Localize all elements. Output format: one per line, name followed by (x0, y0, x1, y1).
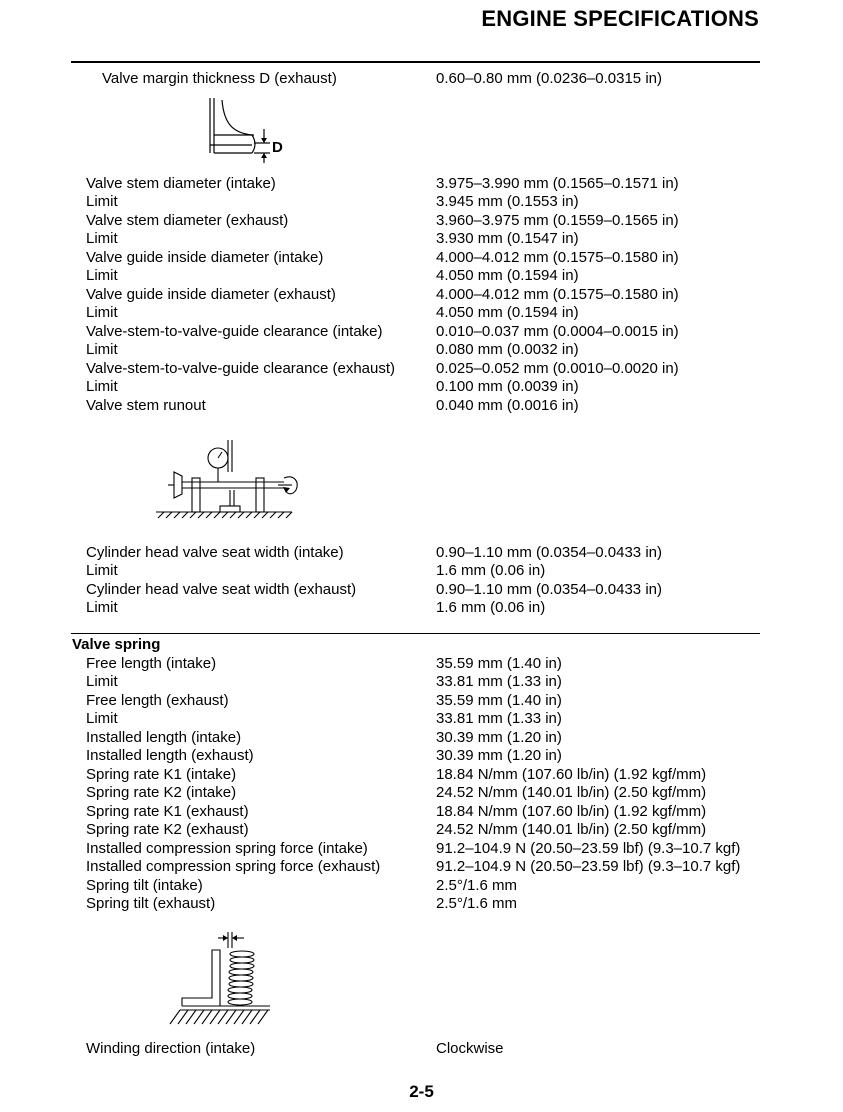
spec-label: Valve-stem-to-valve-guide clearance (intake) (86, 323, 383, 340)
spec-label: Limit (86, 673, 118, 690)
spec-row (0, 599, 843, 617)
spec-value: 4.000–4.012 mm (0.1575–0.1580 in) (436, 249, 679, 266)
spec-row-winding-direction (0, 1040, 843, 1058)
spec-row (0, 267, 843, 285)
spec-row (0, 710, 843, 728)
spec-row (0, 304, 843, 322)
spec-value: 35.59 mm (1.40 in) (436, 655, 562, 672)
section-divider (71, 633, 760, 634)
spec-label: Winding direction (intake) (86, 1040, 256, 1057)
spec-row (0, 673, 843, 691)
spec-row (0, 747, 843, 765)
spec-value: 0.040 mm (0.0016 in) (436, 397, 579, 414)
spec-value: 91.2–104.9 N (20.50–23.59 lbf) (9.3–10.7 kgf) (436, 858, 741, 875)
spec-label: Valve stem diameter (exhaust) (86, 212, 289, 229)
spec-row (0, 212, 843, 230)
spring-tilt-diagram (166, 928, 276, 1028)
spec-value: 3.960–3.975 mm (0.1559–0.1565 in) (436, 212, 679, 229)
spec-label: Spring tilt (exhaust) (86, 895, 216, 912)
spec-row (0, 323, 843, 341)
spec-row (0, 840, 843, 858)
spec-label: Installed compression spring force (exhaust) (86, 858, 381, 875)
spec-value: 3.945 mm (0.1553 in) (436, 193, 579, 210)
spec-value: Clockwise (436, 1040, 504, 1057)
spec-value: 18.84 N/mm (107.60 lb/in) (1.92 kgf/mm) (436, 803, 707, 820)
spec-value: 4.050 mm (0.1594 in) (436, 304, 579, 321)
spec-label: Valve guide inside diameter (exhaust) (86, 286, 336, 303)
spec-label: Limit (86, 599, 118, 616)
spec-row (0, 655, 843, 673)
spec-label: Spring rate K2 (exhaust) (86, 821, 249, 838)
spec-row (0, 581, 843, 599)
spec-value: 2.5°/1.6 mm (436, 895, 518, 912)
spec-row (0, 803, 843, 821)
spec-label: Valve guide inside diameter (intake) (86, 249, 324, 266)
spec-label: Valve stem diameter (intake) (86, 175, 276, 192)
spec-row (0, 784, 843, 802)
spec-row (0, 877, 843, 895)
spec-label: Valve-stem-to-valve-guide clearance (exhaust) (86, 360, 396, 377)
spec-label: Free length (exhaust) (86, 692, 229, 709)
spec-label: Installed compression spring force (intake) (86, 840, 368, 857)
spec-label: Limit (86, 304, 118, 321)
header-rule (71, 61, 760, 63)
spec-value: 35.59 mm (1.40 in) (436, 692, 562, 709)
spec-row (0, 175, 843, 193)
spec-row (0, 821, 843, 839)
spec-label: Valve stem runout (86, 397, 206, 414)
spec-row (0, 397, 843, 415)
spec-row (0, 249, 843, 267)
spec-row-valve-margin (0, 70, 843, 88)
spec-label: Limit (86, 710, 118, 727)
page-title: ENGINE SPECIFICATIONS (481, 6, 759, 31)
diagram-label-d: D (272, 139, 283, 156)
spec-label: Valve margin thickness D (exhaust) (102, 70, 337, 87)
spec-value: 3.930 mm (0.1547 in) (436, 230, 579, 247)
spec-row (0, 895, 843, 913)
spec-value: 0.080 mm (0.0032 in) (436, 341, 579, 358)
spec-value: 4.050 mm (0.1594 in) (436, 267, 579, 284)
spec-label: Limit (86, 341, 118, 358)
spec-value: 33.81 mm (1.33 in) (436, 710, 562, 727)
spec-value: 3.975–3.990 mm (0.1565–0.1571 in) (436, 175, 679, 192)
spec-label: Limit (86, 230, 118, 247)
spec-value: 24.52 N/mm (140.01 lb/in) (2.50 kgf/mm) (436, 821, 707, 838)
spec-value: 0.90–1.10 mm (0.0354–0.0433 in) (436, 544, 662, 561)
spec-row (0, 341, 843, 359)
spec-label: Cylinder head valve seat width (intake) (86, 544, 344, 561)
spec-label: Spring tilt (intake) (86, 877, 203, 894)
valve-runout-diagram (152, 432, 312, 524)
spec-row (0, 360, 843, 378)
spec-row (0, 858, 843, 876)
spec-label: Spring rate K1 (intake) (86, 766, 237, 783)
spec-value: 0.100 mm (0.0039 in) (436, 378, 579, 395)
spec-value: 30.39 mm (1.20 in) (436, 747, 562, 764)
spec-label: Free length (intake) (86, 655, 217, 672)
section-heading-valve-spring: Valve spring (72, 636, 161, 653)
spec-label: Limit (86, 267, 118, 284)
spec-label: Spring rate K1 (exhaust) (86, 803, 249, 820)
spec-value: 24.52 N/mm (140.01 lb/in) (2.50 kgf/mm) (436, 784, 707, 801)
spec-value: 0.90–1.10 mm (0.0354–0.0433 in) (436, 581, 662, 598)
spec-label: Limit (86, 193, 118, 210)
spec-value: 91.2–104.9 N (20.50–23.59 lbf) (9.3–10.7 kgf) (436, 840, 741, 857)
spec-value: 18.84 N/mm (107.60 lb/in) (1.92 kgf/mm) (436, 766, 707, 783)
spec-value: 0.60–0.80 mm (0.0236–0.0315 in) (436, 70, 662, 87)
spec-row (0, 230, 843, 248)
spec-label: Installed length (exhaust) (86, 747, 254, 764)
spec-value: 0.010–0.037 mm (0.0004–0.0015 in) (436, 323, 679, 340)
spec-value: 30.39 mm (1.20 in) (436, 729, 562, 746)
valve-margin-diagram (196, 95, 296, 165)
spec-row (0, 544, 843, 562)
spec-row (0, 193, 843, 211)
spec-label: Limit (86, 378, 118, 395)
spec-row (0, 729, 843, 747)
spec-label: Installed length (intake) (86, 729, 242, 746)
spec-value: 2.5°/1.6 mm (436, 877, 518, 894)
spec-value: 33.81 mm (1.33 in) (436, 673, 562, 690)
spec-row (0, 766, 843, 784)
spec-label: Limit (86, 562, 118, 579)
spec-row (0, 692, 843, 710)
spec-row (0, 286, 843, 304)
spec-value: 4.000–4.012 mm (0.1575–0.1580 in) (436, 286, 679, 303)
spec-value: 1.6 mm (0.06 in) (436, 562, 546, 579)
spec-value: 1.6 mm (0.06 in) (436, 599, 546, 616)
spec-row (0, 562, 843, 580)
spec-label: Spring rate K2 (intake) (86, 784, 237, 801)
spec-value: 0.025–0.052 mm (0.0010–0.0020 in) (436, 360, 679, 377)
spec-label: Cylinder head valve seat width (exhaust) (86, 581, 357, 598)
page-number: 2-5 (409, 1082, 434, 1101)
spec-row (0, 378, 843, 396)
